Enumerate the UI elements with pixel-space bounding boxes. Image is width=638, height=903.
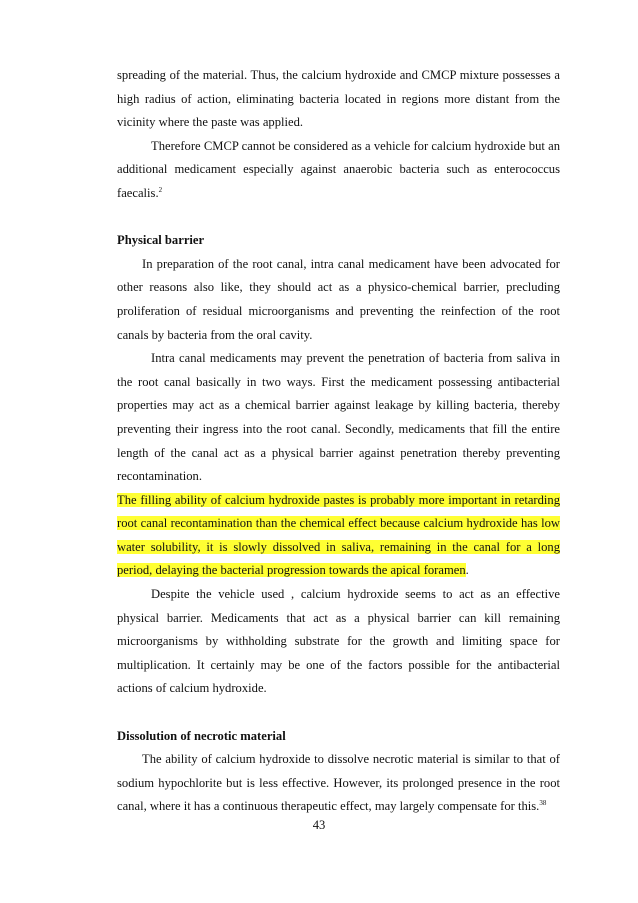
paragraph-cmcp-text: Therefore CMCP cannot be considered as a vehicle for calcium hydroxide but an additional medicament especially against anaerobic bacteria such as enterococcus faecalis.	[117, 138, 560, 200]
section-heading-dissolution: Dissolution of necrotic material	[117, 728, 286, 743]
section-heading-physical-barrier: Physical barrier	[117, 233, 205, 248]
paragraph-dissolution	[117, 748, 560, 819]
page-body	[117, 64, 560, 819]
paragraph-dissolution-text: The ability of calcium hydroxide to dissolve necrotic material is similar to that of sodium hypochlorite but is less effective. However, its prolonged presence in the root canal, where it has a continuous therapeutic effect, may largely compensate for this.	[117, 752, 560, 814]
paragraph-continuation: spreading of the material. Thus, the calcium hydroxide and CMCP mixture possesses a high radius of action, eliminating bacteria located in regions more distant from the vicinity where the paste was applied.	[117, 68, 560, 130]
highlighted-text: The filling ability of calcium hydroxide pastes is probably more important in retarding root canal recontamination than the chemical effect because calcium hydroxide has low water solubility, it is slowly dissolved in saliva, remaining in the canal for a long period, delaying the bacterial progression towards the apical foramen	[117, 492, 560, 578]
page-number: 43	[312, 818, 326, 832]
paragraph-filling-ability	[117, 489, 560, 583]
paragraph-vehicle: Despite the vehicle used , calcium hydroxide seems to act as an effective physical barrier. Medicaments that act as a physical barrier can kill remaining microorganisms by withholding substrate for the growth and limiting space for multiplication. It certainly may be one of the factors possible for the antibacterial actions of calcium hydroxide.	[117, 587, 560, 696]
paragraph-penetration: Intra canal medicaments may prevent the penetration of bacteria from saliva in the root canal basically in two ways. First the medicament possessing antibacterial properties may act as a chemical barrier against leakage by killing bacteria, thereby preventing their ingress into the root canal. Secondly, medicaments that fill the entire length of the canal act as a physical barrier against penetration thereby preventing recontamination.	[117, 351, 560, 484]
citation-ref: 2	[158, 185, 163, 194]
citation-ref: 38	[539, 799, 547, 808]
paragraph-cmcp	[117, 135, 560, 206]
paragraph-physical-barrier-intro: In preparation of the root canal, intra canal medicament have been advocated for other reasons also like, they should act as a physico-chemical barrier, precluding proliferation of residual microorganisms and preventing the reinfection of the root canals by bacteria from the oral cavity.	[117, 256, 560, 342]
highlighted-text-tail: .	[465, 563, 469, 578]
